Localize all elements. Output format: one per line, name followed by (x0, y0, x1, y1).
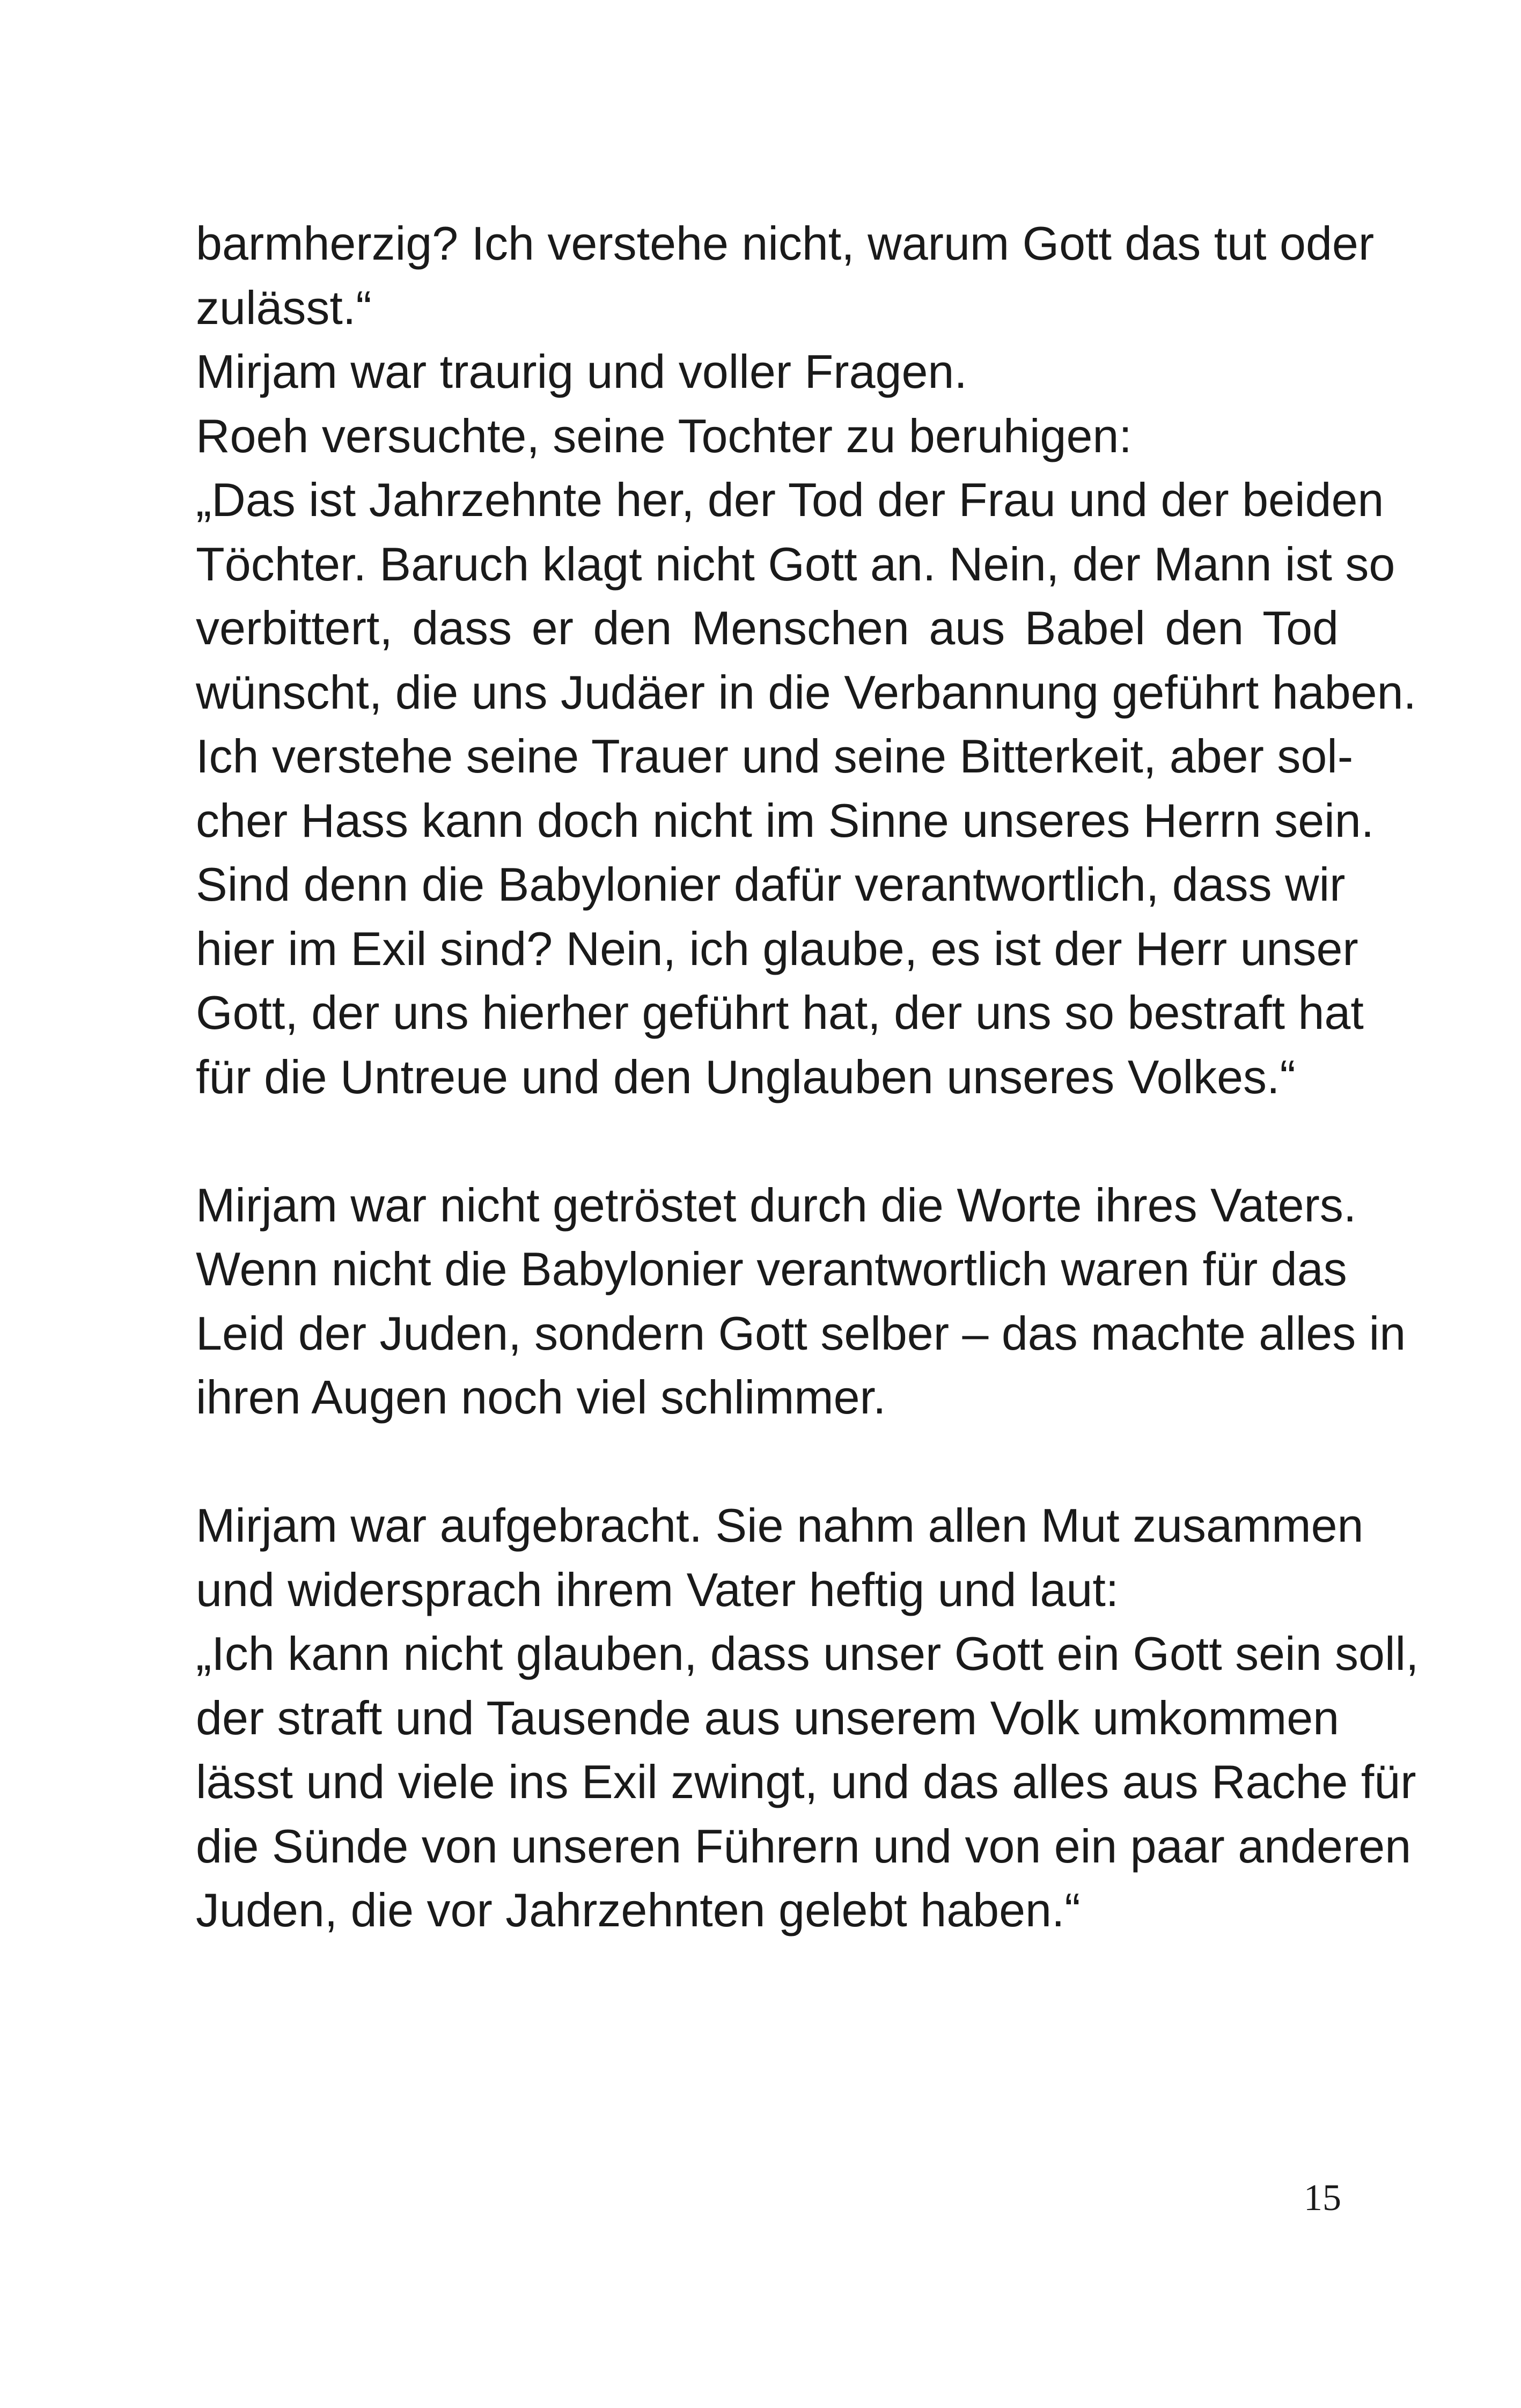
text-line: lässt und viele ins Exil zwingt, und das alles aus Rache für (196, 1755, 1416, 1808)
text-line: wünscht, die uns Judäer in die Verbannung geführt haben. (196, 665, 1416, 719)
text-line: Gott, der uns hierher geführt hat, der uns so bestraft hat (196, 986, 1364, 1039)
paragraph-gap (196, 1109, 1339, 1173)
text-line: Sind denn die Babylonier dafür verantwortlich, dass wir (196, 858, 1346, 911)
paragraph-gap (196, 1430, 1339, 1494)
text-line: Mirjam war nicht getröstet durch die Worte ihres Vaters. (196, 1178, 1357, 1232)
text-line: ihren Augen noch viel schlimmer. (196, 1371, 886, 1424)
text-line: Roeh versuchte, seine Tochter zu beruhigen: (196, 409, 1132, 462)
text-line: Töchter. Baruch klagt nicht Gott an. Nein, der Mann ist so (196, 537, 1395, 591)
body-text (196, 211, 1419, 1942)
text-line: barmherzig? Ich verstehe nicht, warum Gott das tut oder (196, 217, 1375, 270)
text-line: und widersprach ihrem Vater heftig und laut: (196, 1563, 1119, 1616)
text-line: cher Hass kann doch nicht im Sinne unseres Herrn sein. (196, 793, 1375, 847)
text-line: Mirjam war aufgebracht. Sie nahm allen Mut zusammen (196, 1499, 1364, 1552)
text-line: Mirjam war traurig und voller Fragen. (196, 345, 967, 398)
text-line: der straft und Tausende aus unserem Volk umkommen (196, 1691, 1340, 1744)
text-line: Wenn nicht die Babylonier verantwortlich waren für das (196, 1242, 1347, 1295)
text-line: verbittert, dass er den Menschen aus Babel den Tod (196, 601, 1339, 654)
text-line: die Sünde von unseren Führern und von ein paar anderen (196, 1819, 1412, 1873)
text-line: „Das ist Jahrzehnte her, der Tod der Frau und der beiden (196, 473, 1384, 526)
page-number: 15 (1304, 2177, 1341, 2219)
text-line: „Ich kann nicht glauben, dass unser Gott ein Gott sein soll, (196, 1627, 1419, 1680)
text-line: zulässt.“ (196, 281, 372, 334)
text-line: für die Untreue und den Unglauben unseres Volkes.“ (196, 1050, 1296, 1103)
text-line: Leid der Juden, sondern Gott selber – das machte alles in (196, 1306, 1406, 1360)
text-line: Ich verstehe seine Trauer und seine Bitterkeit, aber sol- (196, 730, 1354, 783)
text-line: hier im Exil sind? Nein, ich glaube, es ist der Herr unser (196, 922, 1358, 975)
text-line: Juden, die vor Jahrzehnten gelebt haben.“ (196, 1883, 1081, 1936)
